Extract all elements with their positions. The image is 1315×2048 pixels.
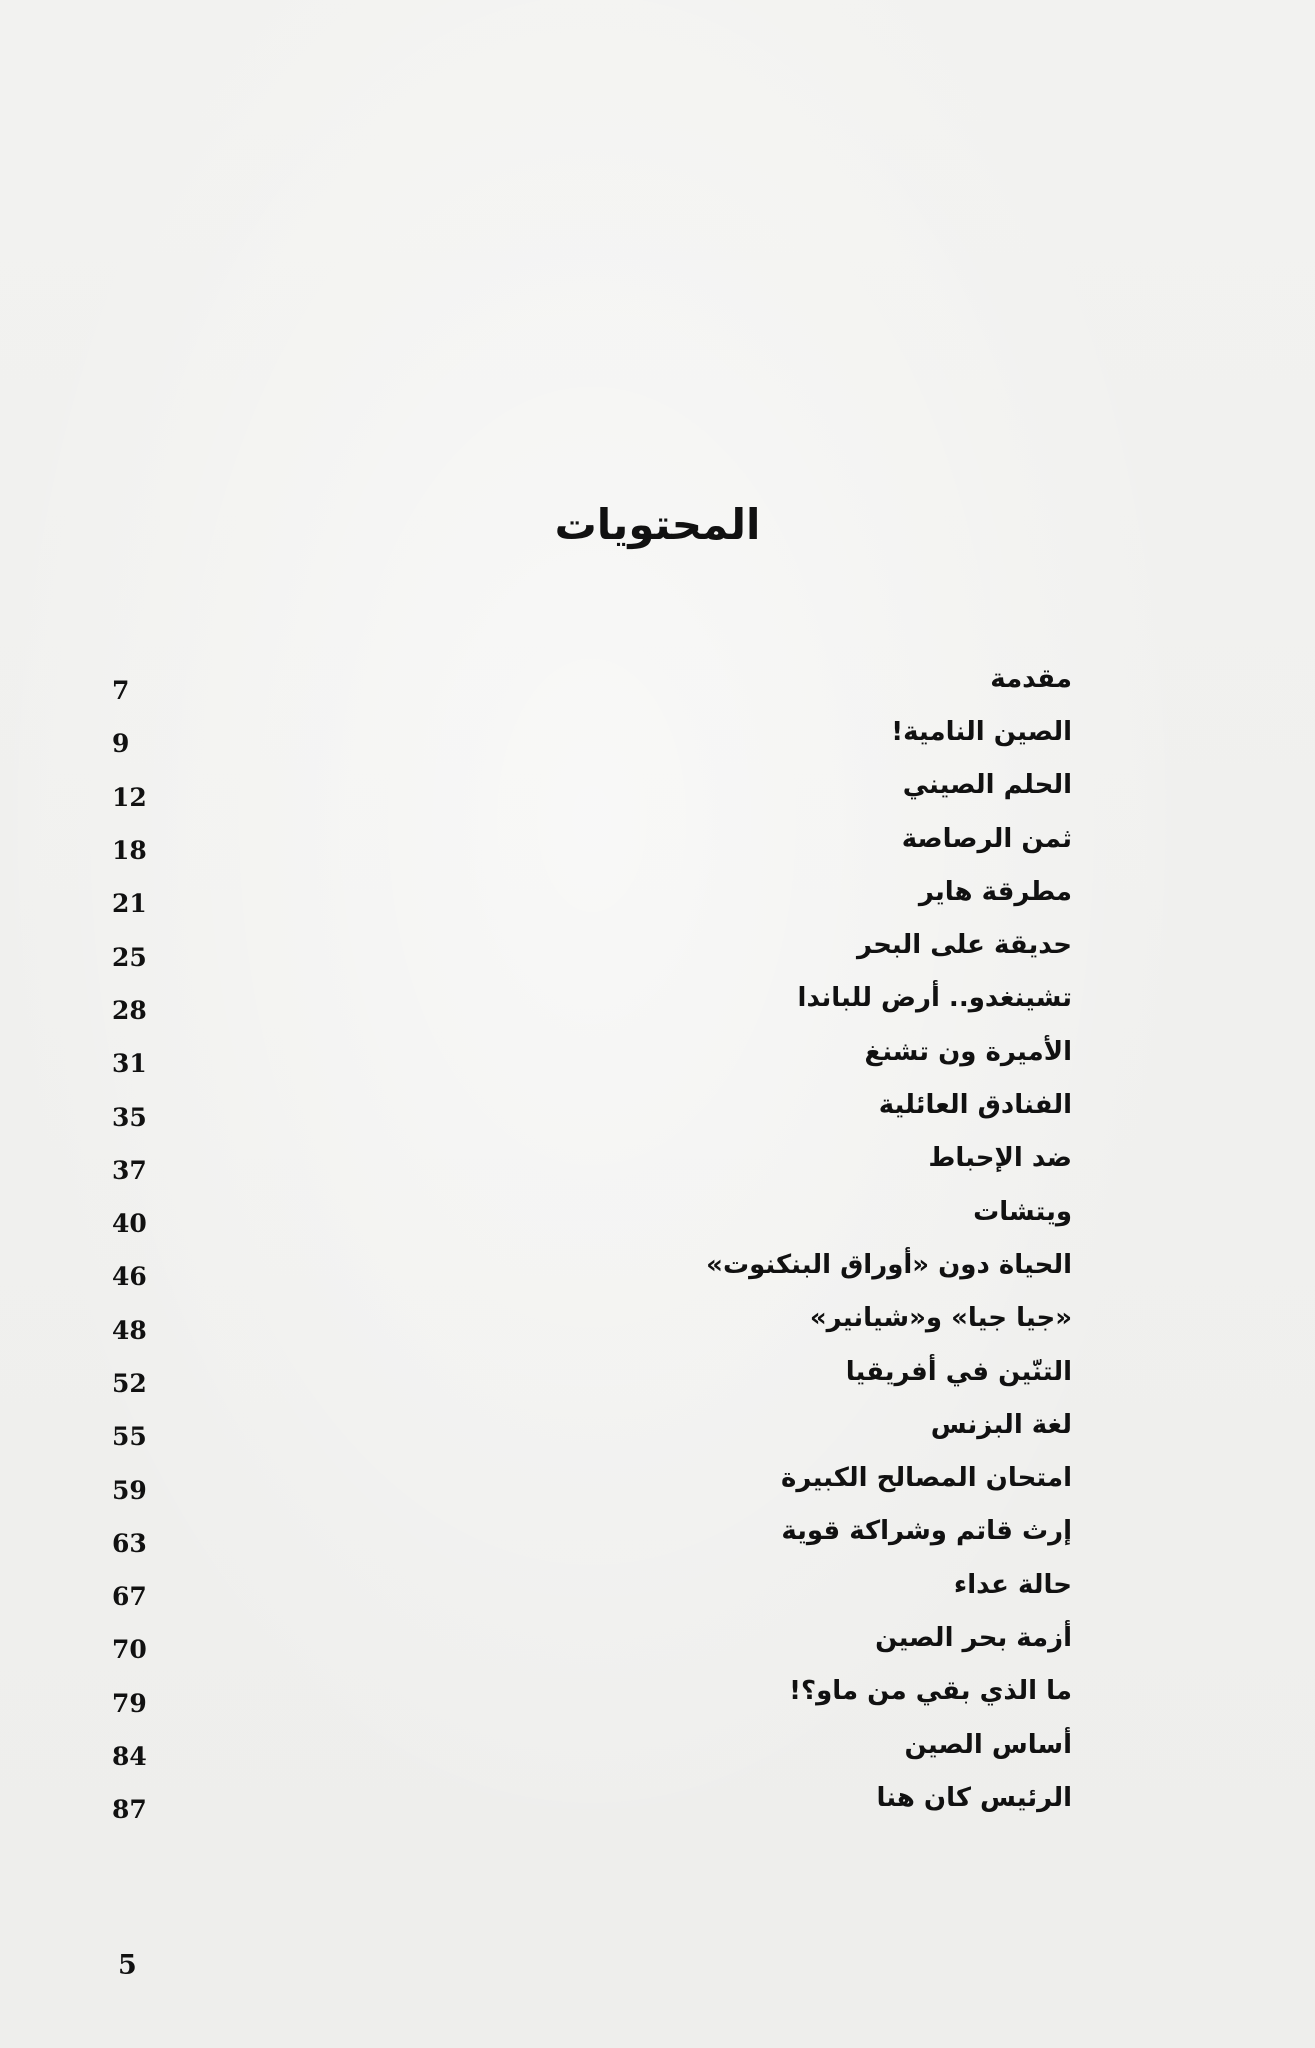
toc-entry (112, 1031, 1072, 1084)
toc-entry-page: 67 (112, 1582, 147, 1612)
toc-entry-title: حديقة على البحر (857, 930, 1072, 961)
toc-entry-title: لغة البزنس (930, 1409, 1072, 1440)
page-number: 5 (118, 1950, 137, 1981)
toc-entry-title: الأميرة ون تشنغ (864, 1036, 1072, 1067)
toc-entry (112, 1671, 1072, 1724)
toc-entry-page: 9 (112, 729, 130, 759)
toc-entry (112, 1191, 1072, 1244)
toc-entry (112, 711, 1072, 764)
toc-entry-title: ثمن الرصاصة (901, 823, 1072, 854)
toc-entry-title: الفنادق العائلية (878, 1090, 1072, 1121)
toc-entry-title: أساس الصين (904, 1729, 1072, 1760)
toc-entry-page: 52 (112, 1369, 147, 1398)
toc-entry-page: 7 (112, 676, 130, 706)
toc-entry-page: 28 (112, 995, 147, 1025)
toc-entry-title: تشينغدو.. أرض للباندا (797, 983, 1072, 1014)
toc-entry-page: 35 (112, 1102, 147, 1132)
toc-entry (112, 765, 1072, 818)
toc-entry (112, 1724, 1072, 1777)
toc-entry-title: ما الذي بقي من ماو؟! (789, 1676, 1072, 1707)
toc-entry-page: 63 (112, 1528, 147, 1558)
toc-entry-title: حالة عداء (953, 1569, 1072, 1600)
toc-entry (112, 1351, 1072, 1404)
table-of-contents (112, 658, 1072, 1831)
toc-entry-page: 25 (112, 942, 147, 972)
toc-entry-page: 59 (112, 1475, 147, 1505)
toc-entry-page: 79 (112, 1688, 147, 1718)
toc-entry-title: امتحان المصالح الكبيرة (781, 1463, 1072, 1494)
toc-entry (112, 818, 1072, 871)
toc-entry-page: 40 (112, 1209, 147, 1239)
toc-entry-page: 12 (112, 782, 147, 812)
toc-entry-page: 70 (112, 1635, 147, 1665)
toc-entry (112, 658, 1072, 711)
toc-entry-title: الحياة دون «أوراق البنكنوت» (706, 1249, 1072, 1280)
toc-entry-title: إرث قاتم وشراكة قوية (781, 1516, 1072, 1547)
toc-entry (112, 1617, 1072, 1670)
toc-entry-page: 31 (112, 1049, 147, 1079)
toc-entry (112, 871, 1072, 924)
toc-entry-title: الرئيس كان هنا (876, 1782, 1072, 1813)
toc-entry (112, 1138, 1072, 1191)
toc-entry (112, 1511, 1072, 1564)
toc-entry-page: 18 (112, 836, 147, 866)
toc-entry (112, 1457, 1072, 1510)
toc-entry-title: الصين النامية! (891, 716, 1072, 747)
toc-entry-title: مطرقة هاير (918, 876, 1072, 907)
toc-entry (112, 1777, 1072, 1830)
toc-entry-title: «جيا جيا» و«شيانير» (809, 1303, 1072, 1334)
toc-entry (112, 1298, 1072, 1351)
toc-entry-title: أزمة بحر الصين (875, 1622, 1072, 1653)
toc-entry-page: 21 (112, 889, 147, 919)
toc-entry (112, 1244, 1072, 1297)
toc-entry (112, 978, 1072, 1031)
toc-entry-page: 48 (112, 1315, 147, 1345)
toc-entry-page: 46 (112, 1262, 147, 1292)
toc-entry-title: مقدمة (990, 663, 1072, 694)
toc-entry-title: التنّين في أفريقيا (845, 1356, 1072, 1387)
toc-entry (112, 924, 1072, 977)
toc-entry-page: 84 (112, 1742, 147, 1772)
toc-entry-page: 55 (112, 1422, 147, 1452)
toc-entry-page: 87 (112, 1795, 147, 1825)
toc-entry (112, 1404, 1072, 1457)
toc-entry-page: 37 (112, 1155, 147, 1185)
toc-entry-title: ضد الإحباط (928, 1143, 1072, 1174)
toc-entry (112, 1564, 1072, 1617)
toc-entry-title: الحلم الصيني (902, 770, 1072, 801)
toc-entry (112, 1084, 1072, 1137)
toc-entry-title: ويتشات (973, 1196, 1072, 1227)
page-title: المحتويات (554, 500, 761, 549)
